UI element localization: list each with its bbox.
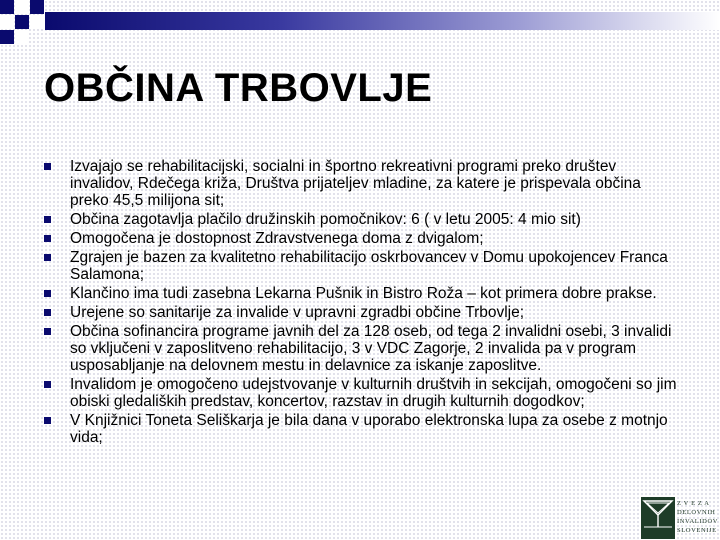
logo-text: [677, 499, 719, 535]
logo-line: DELOVNIH: [677, 509, 716, 516]
zdis-logo-mark-icon: [641, 497, 675, 539]
bullet-square-icon: [44, 290, 51, 297]
bullet-text: Izvajajo se rehabilitacijski, socialni in športno rekreativni programi preko društev invalidov, Rdečega križa, Društva prijateljev mladine, za katere je prispevala občina preko 45,5 milijona sit;: [70, 158, 641, 209]
bullet-item: [40, 285, 680, 302]
bullet-text: Zgrajen je bazen za kvalitetno rehabilitacijo oskrbovancev v Domu upokojencev Franca Salamona;: [70, 249, 668, 283]
bullet-item: [40, 249, 680, 283]
logo-line: Z V E Z A: [677, 500, 710, 507]
logo-line: INVALIDOV: [677, 518, 719, 525]
bullet-item: [40, 412, 680, 446]
bullet-item: [40, 376, 680, 410]
bullet-square-icon: [44, 163, 51, 170]
bullet-square-icon: [44, 254, 51, 261]
bullet-square-icon: [44, 328, 51, 335]
bullet-text: Občina zagotavlja plačilo družinskih pomočnikov: 6 ( v letu 2005: 4 mio sit): [70, 211, 581, 228]
bullet-list: [40, 158, 680, 448]
bullet-item: [40, 158, 680, 209]
bullet-text: Urejene so sanitarije za invalide v upravni zgradbi občine Trbovlje;: [70, 304, 525, 321]
bullet-text: Invalidom je omogočeno udejstvovanje v kulturnih društvih in sekcijah, omogočeni so jim obiski gledaliških predstav, koncertov, razstav in drugih kulturnih dogodkov;: [70, 376, 677, 410]
logo-line: SLOVENIJE: [677, 527, 717, 534]
bullet-text: Omogočena je dostopnost Zdravstvenega doma z dvigalom;: [70, 230, 484, 247]
bullet-text: Občina sofinancira programe javnih del za 128 oseb, od tega 2 invalidni osebi, 3 invalidi so vključeni v zaposlitveno rehabilitacijo, 3 v VDC Zagorje, 2 invalida pa v program usposabljanje na delovnem mestu in delavnice za iskanje zaposlitve.: [70, 323, 672, 374]
slide-title: OBČINA TRBOVLJE: [44, 66, 433, 110]
bullet-square-icon: [44, 309, 51, 316]
bullet-square-icon: [44, 381, 51, 388]
bullet-square-icon: [44, 216, 51, 223]
bullet-item: [40, 304, 680, 321]
zdis-logo: [641, 497, 719, 539]
bullet-item: [40, 323, 680, 374]
header-gradient-bar: [45, 12, 720, 30]
bullet-square-icon: [44, 235, 51, 242]
bullet-item: [40, 230, 680, 247]
bullet-item: [40, 211, 680, 228]
bullet-text: V Knjižnici Toneta Seliškarja je bila dana v uporabo elektronska lupa za osebe z motnjo vida;: [70, 412, 668, 446]
bullet-square-icon: [44, 417, 51, 424]
bullet-text: Klančino ima tudi zasebna Lekarna Pušnik in Bistro Roža – kot primera dobre prakse.: [70, 285, 657, 302]
